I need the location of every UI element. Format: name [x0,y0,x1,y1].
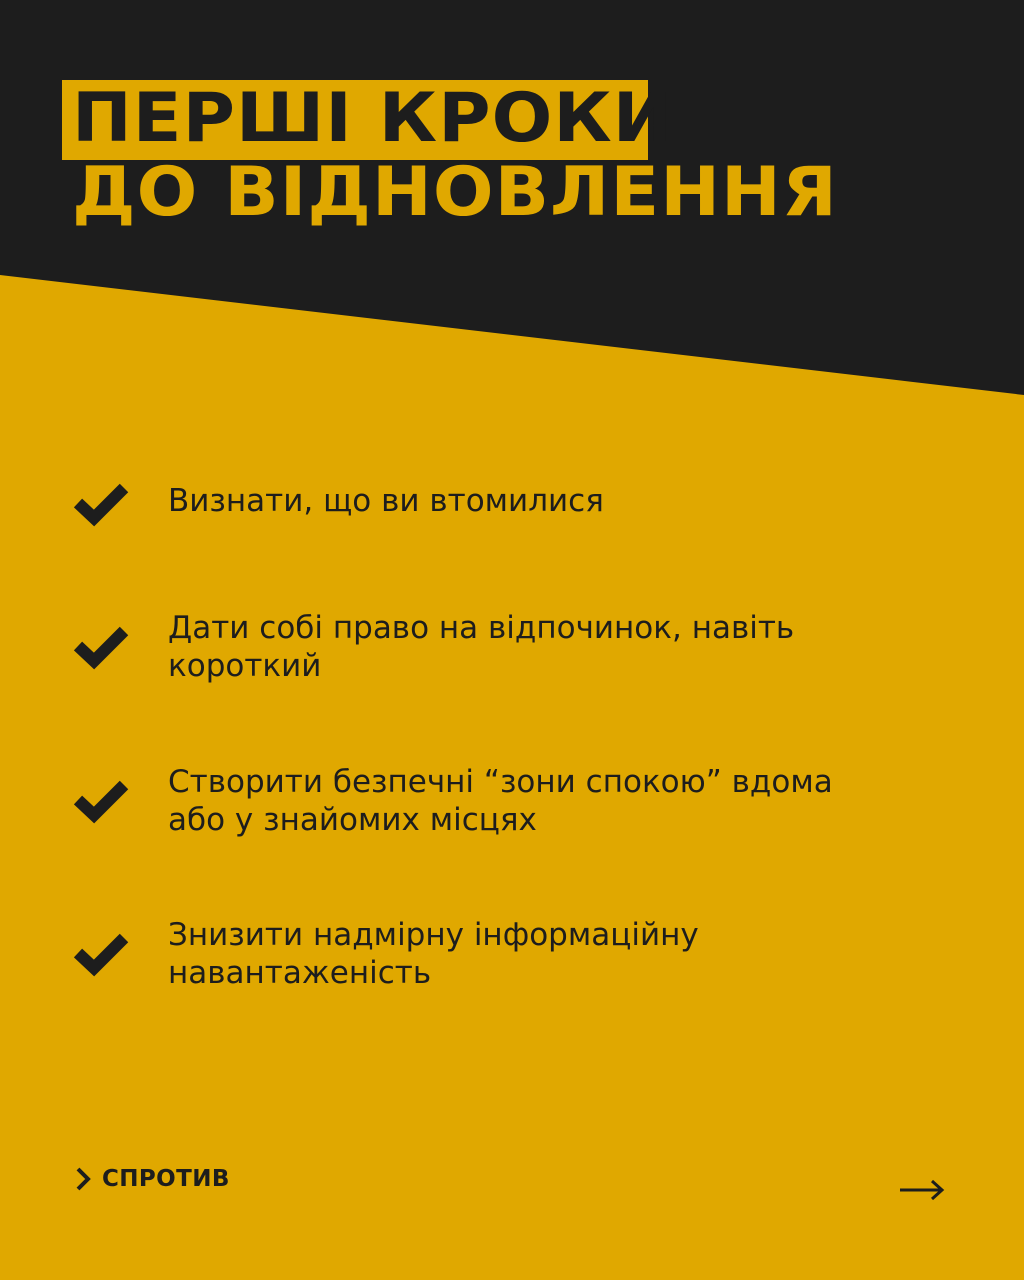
check-icon [70,775,132,825]
step-text: Визнати, що ви втомилися [168,483,604,519]
check-icon [70,621,132,671]
page-title [72,79,838,232]
arrow-right-icon[interactable] [900,1176,948,1204]
check-icon [70,478,132,528]
title-line-2: ДО ВІДНОВЛЕННЯ [72,153,838,232]
chevron-right-icon [74,1165,92,1193]
step-text: Знизити надмірну інформаційну навантаженість [168,917,699,991]
brand-name: СПРОТИВ [102,1166,230,1192]
brand-logo [74,1164,230,1194]
title-line-1: ПЕРШІ КРОКИ [72,79,674,158]
check-icon [70,928,132,978]
step-text: Дати собі право на відпочинок, навіть короткий [168,610,795,684]
step-text: Створити безпечні “зони спокою” вдома або у знайомих місцях [168,764,833,838]
